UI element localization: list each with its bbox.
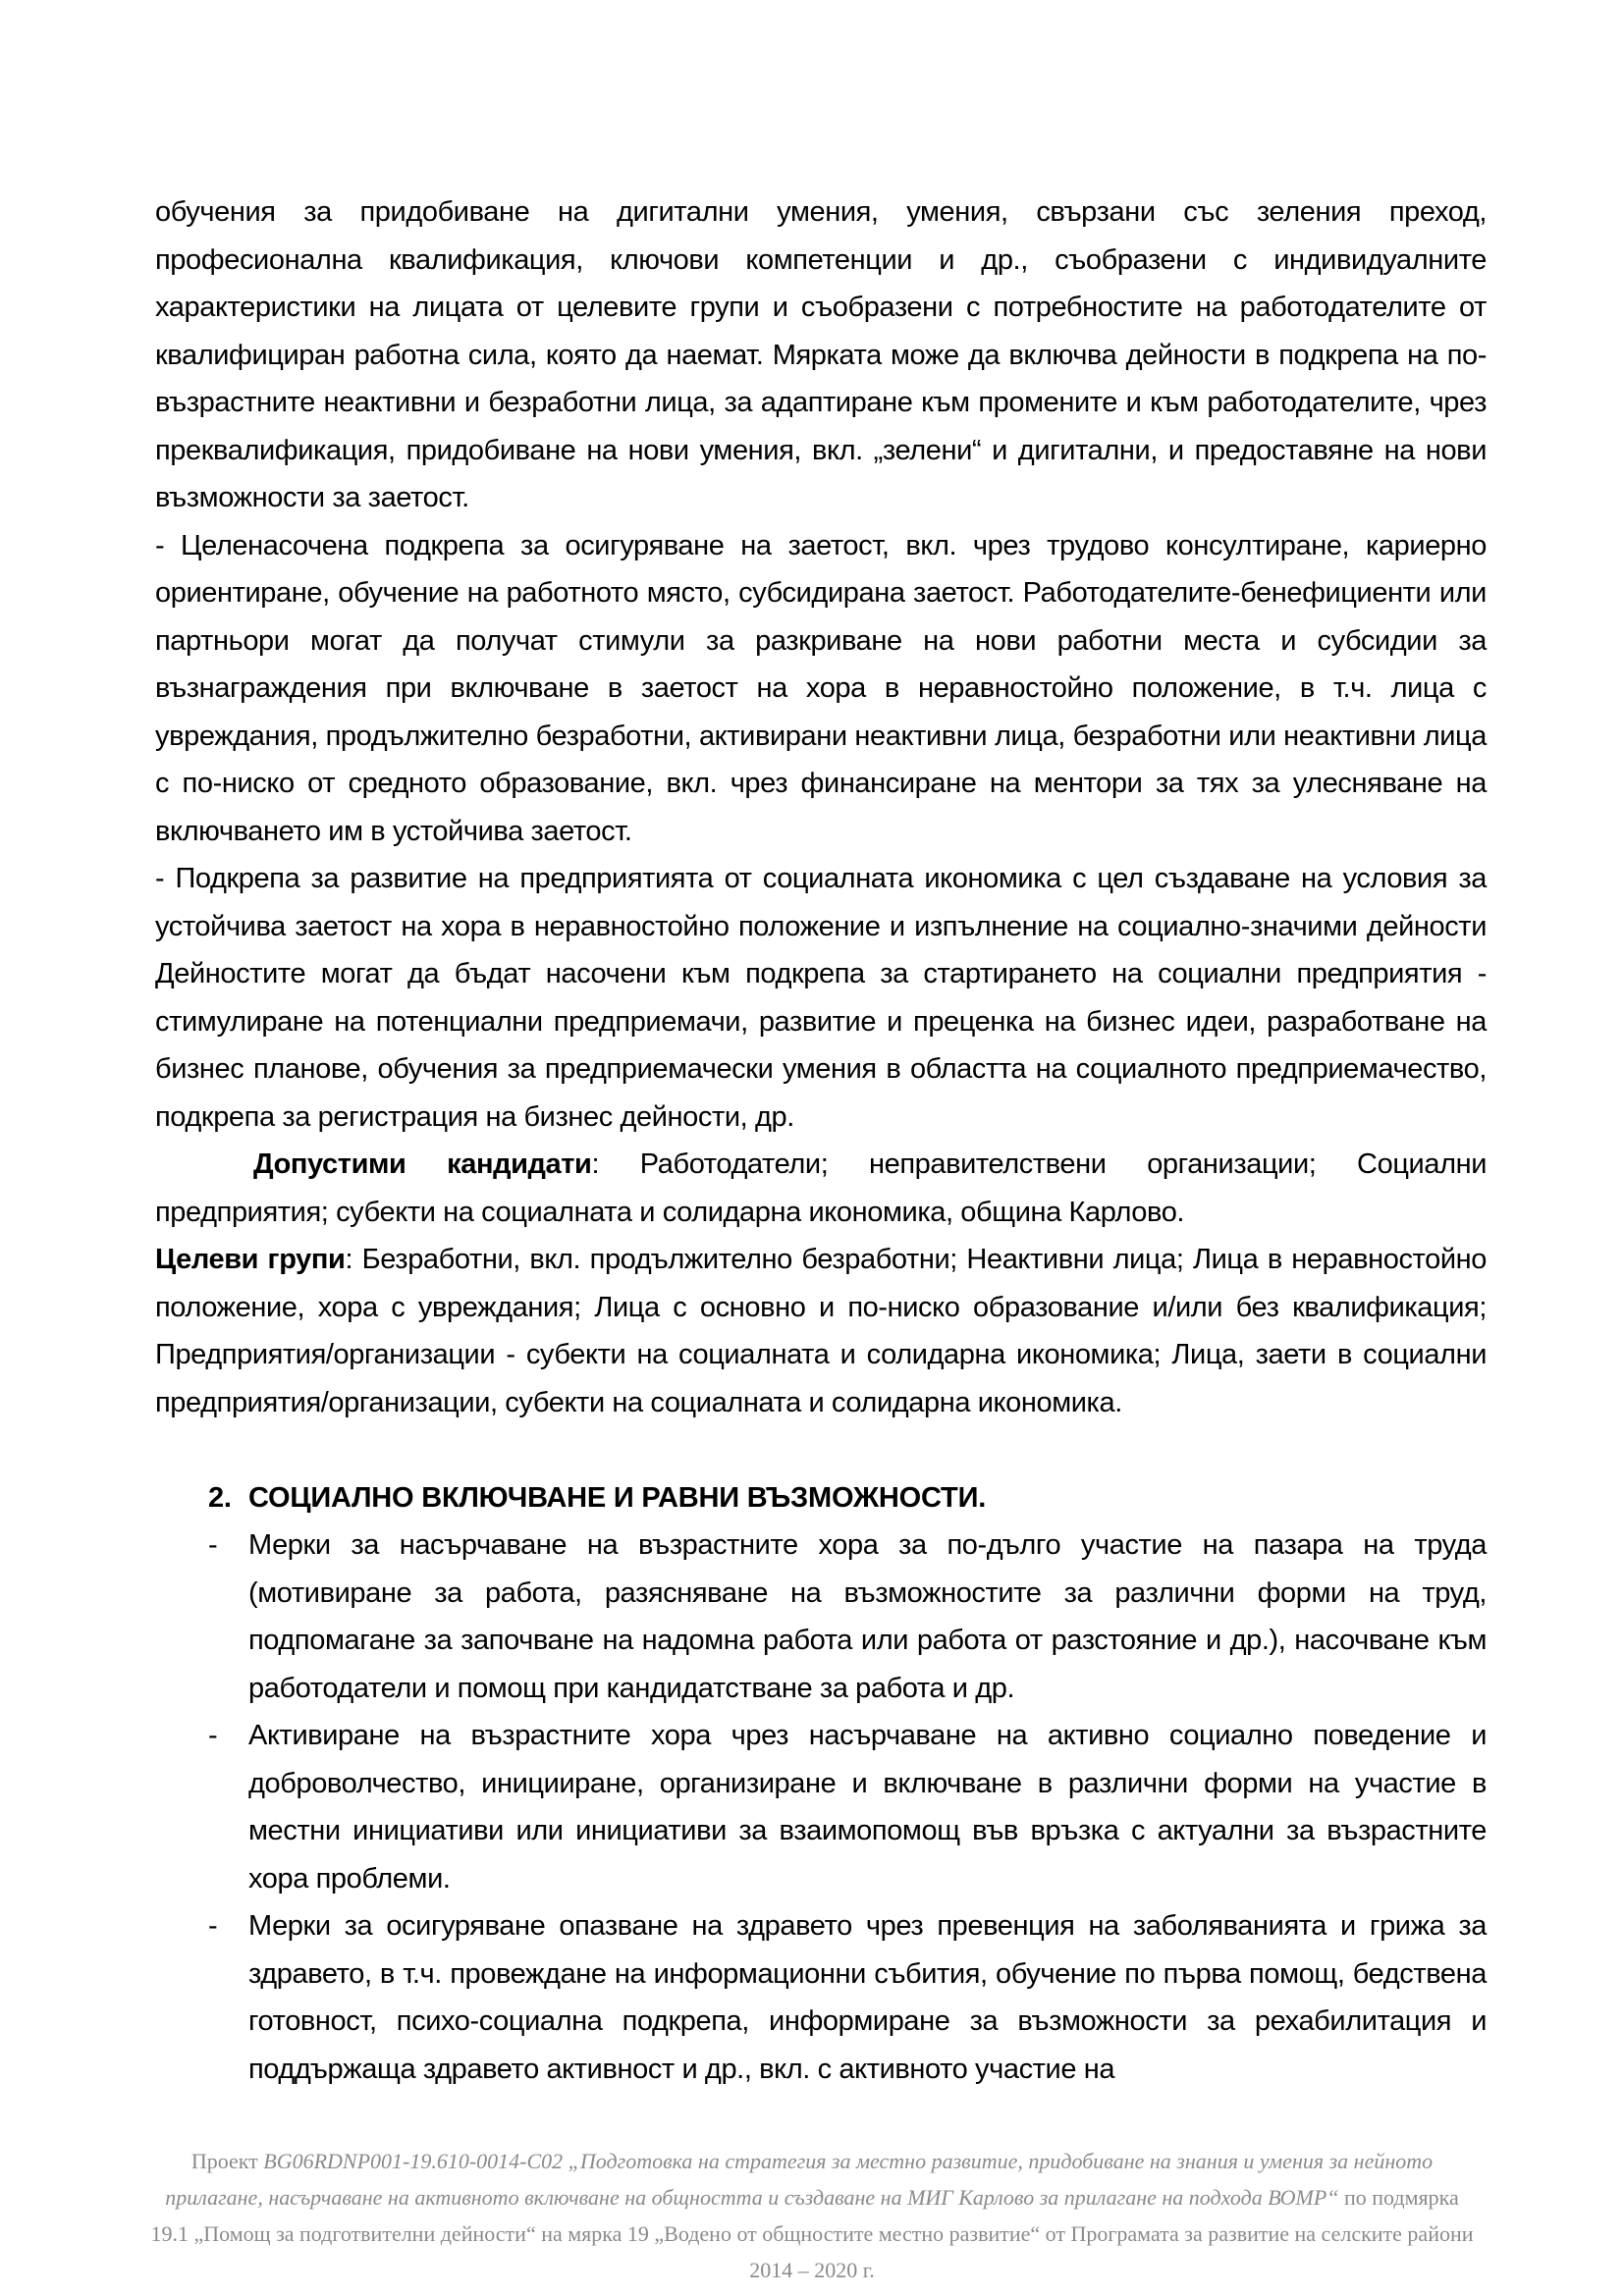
body-paragraph-target-groups (155, 1236, 1487, 1426)
bullet-text: Мерки за насърчаване на възрастните хора за по-дълго участие на пазара на труда (мотивиране за работа, разясняване на възможностите за различни форми на труд, подпомагане за започване на надомна работа или работа от разстояние и др.), насочване към работодатели и помощ при кандидатстване за работа и др. (248, 1529, 1487, 1704)
eligible-candidates-label: Допустими кандидати (253, 1148, 592, 1180)
target-groups-text: : Безработни, вкл. продължително безработни; Неактивни лица; Лица в неравностойно положение, хора с увреждания; Лица с основно и по-ниско образование и/или без квалификация; Предприятия/организации - субекти на социалната и солидарна икономика; Лица, заети в социални предприятия/организации, субекти на социалната и солидарна икономика. (155, 1244, 1487, 1418)
footer-prefix: Проект (190, 2149, 264, 2173)
footer-suffix: по подмярка 19.1 „Помощ за подготвителни дейности“ на мярка 19 „Водено от общностите местно развитие“ от Програмата за развитие на селските райони 2014 – 2020 г. (150, 2185, 1474, 2282)
body-paragraph-targeted-employment-support: - Целенасочена подкрепа за осигуряване на заетост, вкл. чрез трудово консултиране, кариерно ориентиране, обучение на работното място, субсидирана заетост. Работодателите-бенефициенти или партньори могат да получат стимули за разкриване на нови работни места и субсидии за възнаграждения при включване в заетост на хора в неравностойно положение, в т.ч. лица с увреждания, продължително безработни, активирани неактивни лица, безработни или неактивни лица с по-ниско от средното образование, вкл. чрез финансиране на ментори за тях за улесняване на включването им в устойчива заетост. (155, 529, 1487, 847)
footer-project-title: BG06RDNP001-19.610-0014-C02 „Подготовка на стратегия за местно развитие, придобиване на знания и умения за нейното прилагане, насърчаване на активното включване на общността и създаване на МИГ Карлово за прилагане на подхода ВОМР“ (165, 2149, 1434, 2210)
list-item (155, 1522, 1487, 1712)
eligible-candidates-text: : Работодатели; неправителствени организации; Социални предприятия; субекти на социалната и солидарна икономика, община Карлово. (155, 1148, 1488, 1228)
bullet-marker: - (208, 1720, 218, 1751)
body-paragraph-social-economy-support: - Подкрепа за развитие на предприятията от социалната икономика с цел създаване на условия за устойчива заетост на хора в неравностойно положение и изпълнение на социално-значими дейности Дейностите могат да бъдат насочени към подкрепа за стартирането на социални предприятия - стимулиране на потенциални предприемачи, развитие и преценка на бизнес идеи, разработване на бизнес планове, обучения за предприемачески умения в областта на социалното предприемачество, подкрепа за регистрация на бизнес дейности, др. (155, 863, 1487, 1133)
section-social-inclusion (155, 1474, 1487, 2094)
bullet-marker: - (208, 1910, 218, 1942)
section-heading (155, 1474, 1487, 1522)
bullet-text: Активиране на възрастните хора чрез насърчаване на активно социално поведение и доброволчество, иницииране, организиране и включване в различни форми на участие в местни инициативи или инициативи за взаимопомощ във връзка с актуални за възрастните хора проблеми. (248, 1720, 1487, 1895)
section-number: 2. (208, 1481, 232, 1514)
body-paragraph-eligible-candidates (155, 1141, 1487, 1236)
page-footer-project-note (147, 2143, 1477, 2288)
section-title: СОЦИАЛНО ВКЛЮЧВАНЕ И РАВНИ ВЪЗМОЖНОСТИ. (248, 1481, 987, 1514)
bullet-text: Мерки за осигуряване опазване на здравето чрез превенция на заболяванията и грижа за здравето, в т.ч. провеждане на информационни събития, обучение по първа помощ, бедствена готовност, психо-социална подкрепа, информиране за възможности за рехабилитация и поддържаща здравето активност и др., вкл. с активното участие на (248, 1910, 1487, 2085)
body-paragraph-training: обучения за придобиване на дигитални умения, умения, свързани със зеления преход, професионална квалификация, ключови компетенции и др., съобразени с индивидуалните характеристики на лицата от целевите групи и съобразени с потребностите на работодателите от квалифициран работна сила, която да наемат. Мярката може да включва дейности в подкрепа на по-възрастните неактивни и безработни лица, за адаптиране към промените и към работодателите, чрез преквалификация, придобиване на нови умения, вкл. „зелени“ и дигитални, и предоставяне на нови възможности за заетост. (155, 196, 1487, 513)
bullet-marker: - (208, 1529, 218, 1561)
document-body (155, 188, 1487, 2093)
target-groups-label: Целеви групи (155, 1244, 346, 1275)
list-item (155, 1712, 1487, 1902)
list-item (155, 1902, 1487, 2093)
